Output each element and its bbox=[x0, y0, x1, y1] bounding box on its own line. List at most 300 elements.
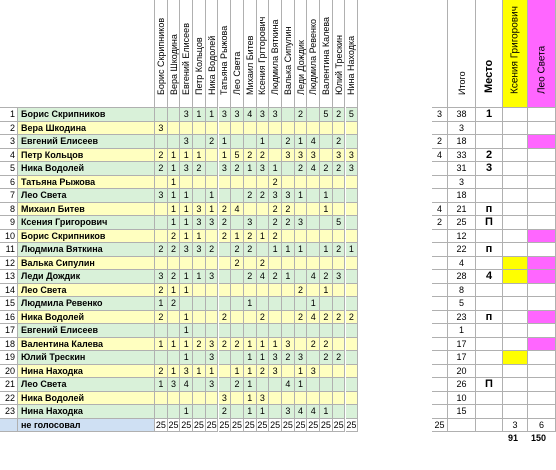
vote-cell[interactable] bbox=[193, 176, 206, 190]
extra-cell[interactable] bbox=[432, 230, 448, 244]
extra-cell[interactable] bbox=[432, 189, 448, 203]
place-cell[interactable] bbox=[476, 230, 503, 244]
vote-cell[interactable]: 3 bbox=[307, 149, 320, 163]
vote-cell[interactable]: 1 bbox=[168, 203, 181, 217]
vote-cell[interactable] bbox=[206, 311, 219, 325]
vote-cell[interactable] bbox=[320, 149, 333, 163]
vote-cell[interactable] bbox=[257, 378, 270, 392]
vote-cell[interactable]: 1 bbox=[219, 149, 232, 163]
vote-cell[interactable]: 3 bbox=[257, 392, 270, 406]
vote-cell[interactable]: 2 bbox=[244, 230, 257, 244]
vote-cell[interactable]: 1 bbox=[193, 149, 206, 163]
place-cell[interactable]: 3 bbox=[476, 162, 503, 176]
vote-cell[interactable] bbox=[333, 392, 346, 406]
vote-cell[interactable] bbox=[333, 176, 346, 190]
vote-cell[interactable]: 2 bbox=[307, 338, 320, 352]
vote-cell[interactable]: 3 bbox=[206, 378, 219, 392]
place-cell[interactable]: 2 bbox=[476, 149, 503, 163]
vote-cell[interactable] bbox=[282, 108, 295, 122]
pick2-cell[interactable] bbox=[528, 338, 556, 352]
vote-cell[interactable]: 2 bbox=[219, 216, 232, 230]
vote-cell[interactable] bbox=[333, 230, 346, 244]
vote-cell[interactable]: 2 bbox=[333, 351, 346, 365]
vote-cell[interactable] bbox=[219, 284, 232, 298]
place-cell[interactable] bbox=[476, 297, 503, 311]
vote-cell[interactable]: 1 bbox=[295, 189, 308, 203]
vote-cell[interactable]: 1 bbox=[206, 108, 219, 122]
vote-cell[interactable] bbox=[155, 135, 168, 149]
column-header[interactable] bbox=[320, 0, 333, 108]
vote-cell[interactable] bbox=[346, 378, 359, 392]
total-cell[interactable]: 28 bbox=[448, 270, 476, 284]
vote-cell[interactable]: 3 bbox=[269, 108, 282, 122]
vote-cell[interactable]: 2 bbox=[219, 311, 232, 325]
vote-cell[interactable]: 1 bbox=[231, 230, 244, 244]
vote-cell[interactable] bbox=[193, 392, 206, 406]
vote-cell[interactable]: 2 bbox=[155, 243, 168, 257]
vote-cell[interactable]: 2 bbox=[219, 203, 232, 217]
vote-cell[interactable] bbox=[219, 351, 232, 365]
vote-cell[interactable]: 1 bbox=[244, 378, 257, 392]
vote-cell[interactable]: 2 bbox=[269, 203, 282, 217]
vote-cell[interactable] bbox=[333, 257, 346, 271]
vote-cell[interactable] bbox=[269, 297, 282, 311]
vote-cell[interactable] bbox=[320, 324, 333, 338]
vote-cell[interactable] bbox=[155, 324, 168, 338]
place-cell[interactable] bbox=[476, 135, 503, 149]
vote-cell[interactable] bbox=[307, 243, 320, 257]
vote-cell[interactable] bbox=[320, 176, 333, 190]
vote-cell[interactable]: 2 bbox=[231, 378, 244, 392]
vote-cell[interactable]: 1 bbox=[155, 378, 168, 392]
vote-cell[interactable] bbox=[168, 257, 181, 271]
vote-cell[interactable] bbox=[346, 216, 359, 230]
vote-cell[interactable]: 2 bbox=[155, 365, 168, 379]
vote-cell[interactable]: 3 bbox=[282, 338, 295, 352]
vote-cell[interactable] bbox=[320, 216, 333, 230]
pick2-cell[interactable] bbox=[528, 243, 556, 257]
vote-cell[interactable] bbox=[295, 392, 308, 406]
vote-cell[interactable] bbox=[180, 257, 193, 271]
vote-cell[interactable] bbox=[269, 135, 282, 149]
vote-cell[interactable]: 2 bbox=[295, 311, 308, 325]
vote-cell[interactable]: 5 bbox=[231, 149, 244, 163]
vote-cell[interactable]: 1 bbox=[180, 189, 193, 203]
vote-cell[interactable]: 1 bbox=[282, 270, 295, 284]
vote-cell[interactable] bbox=[168, 122, 181, 136]
vote-cell[interactable]: 1 bbox=[180, 405, 193, 419]
vote-cell[interactable] bbox=[257, 203, 270, 217]
place-cell[interactable]: п bbox=[476, 203, 503, 217]
extra-cell[interactable] bbox=[432, 162, 448, 176]
vote-cell[interactable] bbox=[244, 203, 257, 217]
vote-cell[interactable]: 1 bbox=[193, 230, 206, 244]
vote-cell[interactable] bbox=[320, 392, 333, 406]
pick1-cell[interactable] bbox=[503, 243, 528, 257]
vote-cell[interactable] bbox=[320, 122, 333, 136]
vote-cell[interactable] bbox=[320, 230, 333, 244]
vote-cell[interactable]: 3 bbox=[295, 216, 308, 230]
vote-cell[interactable]: 3 bbox=[295, 149, 308, 163]
vote-cell[interactable] bbox=[219, 324, 232, 338]
vote-cell[interactable]: 2 bbox=[206, 135, 219, 149]
vote-cell[interactable]: 3 bbox=[206, 351, 219, 365]
vote-cell[interactable]: 1 bbox=[307, 297, 320, 311]
vote-cell[interactable]: 1 bbox=[295, 243, 308, 257]
column-header[interactable] bbox=[231, 0, 244, 108]
column-header[interactable] bbox=[206, 0, 219, 108]
vote-cell[interactable] bbox=[295, 176, 308, 190]
vote-cell[interactable]: 2 bbox=[168, 243, 181, 257]
vote-cell[interactable]: 1 bbox=[206, 189, 219, 203]
vote-cell[interactable]: 1 bbox=[244, 365, 257, 379]
pick2-cell[interactable] bbox=[528, 176, 556, 190]
vote-cell[interactable] bbox=[346, 284, 359, 298]
vote-cell[interactable]: 4 bbox=[307, 311, 320, 325]
vote-cell[interactable] bbox=[346, 338, 359, 352]
pick2-cell[interactable] bbox=[528, 284, 556, 298]
vote-cell[interactable] bbox=[180, 176, 193, 190]
pick2-cell[interactable] bbox=[528, 257, 556, 271]
vote-cell[interactable] bbox=[155, 405, 168, 419]
total-cell[interactable]: 25 bbox=[448, 216, 476, 230]
vote-cell[interactable]: 2 bbox=[155, 284, 168, 298]
vote-cell[interactable] bbox=[346, 297, 359, 311]
vote-cell[interactable]: 1 bbox=[320, 189, 333, 203]
vote-cell[interactable] bbox=[282, 162, 295, 176]
vote-cell[interactable]: 2 bbox=[257, 311, 270, 325]
column-header[interactable] bbox=[244, 0, 257, 108]
total-cell[interactable]: 38 bbox=[448, 108, 476, 122]
vote-cell[interactable]: 4 bbox=[307, 135, 320, 149]
total-cell[interactable]: 20 bbox=[448, 365, 476, 379]
vote-cell[interactable]: 1 bbox=[244, 338, 257, 352]
vote-cell[interactable] bbox=[206, 230, 219, 244]
vote-cell[interactable] bbox=[155, 351, 168, 365]
vote-cell[interactable]: 4 bbox=[180, 378, 193, 392]
pick2-cell[interactable] bbox=[528, 297, 556, 311]
vote-cell[interactable]: 2 bbox=[219, 405, 232, 419]
vote-cell[interactable] bbox=[231, 284, 244, 298]
vote-cell[interactable]: 3 bbox=[193, 243, 206, 257]
pick2-cell[interactable] bbox=[528, 324, 556, 338]
vote-cell[interactable] bbox=[155, 203, 168, 217]
vote-cell[interactable] bbox=[269, 392, 282, 406]
vote-cell[interactable] bbox=[231, 392, 244, 406]
vote-cell[interactable] bbox=[346, 135, 359, 149]
pick2-cell[interactable] bbox=[528, 108, 556, 122]
pick1-cell[interactable] bbox=[503, 122, 528, 136]
vote-cell[interactable] bbox=[307, 108, 320, 122]
place-cell[interactable]: 4 bbox=[476, 270, 503, 284]
column-header[interactable] bbox=[168, 0, 181, 108]
extra-cell[interactable] bbox=[432, 270, 448, 284]
vote-cell[interactable] bbox=[307, 378, 320, 392]
vote-cell[interactable]: 1 bbox=[193, 365, 206, 379]
vote-cell[interactable]: 3 bbox=[346, 162, 359, 176]
vote-cell[interactable] bbox=[193, 311, 206, 325]
place-cell[interactable] bbox=[476, 122, 503, 136]
vote-cell[interactable] bbox=[282, 392, 295, 406]
pick2-cell[interactable] bbox=[528, 365, 556, 379]
pick1-cell[interactable] bbox=[503, 270, 528, 284]
vote-cell[interactable]: 4 bbox=[295, 405, 308, 419]
vote-cell[interactable]: 2 bbox=[333, 162, 346, 176]
vote-cell[interactable] bbox=[231, 135, 244, 149]
vote-cell[interactable]: 2 bbox=[333, 135, 346, 149]
vote-cell[interactable]: 2 bbox=[333, 108, 346, 122]
pick1-cell[interactable] bbox=[503, 189, 528, 203]
vote-cell[interactable]: 2 bbox=[193, 338, 206, 352]
vote-cell[interactable]: 2 bbox=[193, 162, 206, 176]
vote-cell[interactable]: 4 bbox=[244, 108, 257, 122]
column-header[interactable] bbox=[193, 0, 206, 108]
vote-cell[interactable]: 3 bbox=[180, 162, 193, 176]
vote-cell[interactable] bbox=[282, 324, 295, 338]
vote-cell[interactable] bbox=[282, 311, 295, 325]
total-cell[interactable]: 4 bbox=[448, 257, 476, 271]
vote-cell[interactable] bbox=[269, 324, 282, 338]
total-cell[interactable]: 26 bbox=[448, 378, 476, 392]
column-header[interactable] bbox=[295, 0, 308, 108]
place-cell[interactable] bbox=[476, 189, 503, 203]
pick2-cell[interactable] bbox=[528, 135, 556, 149]
extra-cell[interactable] bbox=[432, 297, 448, 311]
vote-cell[interactable]: 2 bbox=[168, 230, 181, 244]
vote-cell[interactable] bbox=[282, 297, 295, 311]
total-cell[interactable]: 3 bbox=[448, 122, 476, 136]
total-cell[interactable]: 21 bbox=[448, 203, 476, 217]
vote-cell[interactable] bbox=[346, 324, 359, 338]
vote-cell[interactable] bbox=[168, 324, 181, 338]
vote-cell[interactable] bbox=[193, 135, 206, 149]
vote-cell[interactable] bbox=[231, 216, 244, 230]
vote-cell[interactable]: 4 bbox=[282, 378, 295, 392]
vote-cell[interactable] bbox=[206, 162, 219, 176]
pick1-cell[interactable] bbox=[503, 230, 528, 244]
vote-cell[interactable]: 3 bbox=[180, 243, 193, 257]
vote-cell[interactable]: 5 bbox=[346, 108, 359, 122]
vote-cell[interactable]: 2 bbox=[257, 365, 270, 379]
pick2-cell[interactable] bbox=[528, 122, 556, 136]
column-header[interactable] bbox=[282, 0, 295, 108]
vote-cell[interactable]: 1 bbox=[168, 149, 181, 163]
vote-cell[interactable]: 3 bbox=[269, 351, 282, 365]
vote-cell[interactable] bbox=[155, 216, 168, 230]
place-cell[interactable] bbox=[476, 176, 503, 190]
pick2-cell[interactable] bbox=[528, 216, 556, 230]
vote-cell[interactable] bbox=[168, 108, 181, 122]
vote-cell[interactable]: 2 bbox=[257, 257, 270, 271]
extra-cell[interactable] bbox=[432, 378, 448, 392]
pick1-cell[interactable] bbox=[503, 338, 528, 352]
vote-cell[interactable] bbox=[295, 338, 308, 352]
vote-cell[interactable]: 2 bbox=[206, 243, 219, 257]
vote-cell[interactable]: 1 bbox=[168, 162, 181, 176]
vote-cell[interactable] bbox=[206, 405, 219, 419]
total-cell[interactable]: 22 bbox=[448, 243, 476, 257]
vote-cell[interactable] bbox=[333, 378, 346, 392]
vote-cell[interactable]: 3 bbox=[282, 189, 295, 203]
vote-cell[interactable]: 1 bbox=[295, 378, 308, 392]
vote-cell[interactable] bbox=[333, 324, 346, 338]
pick2-cell[interactable] bbox=[528, 270, 556, 284]
vote-cell[interactable] bbox=[231, 324, 244, 338]
vote-cell[interactable] bbox=[333, 203, 346, 217]
pick1-cell[interactable] bbox=[503, 324, 528, 338]
total-cell[interactable]: 5 bbox=[448, 297, 476, 311]
vote-cell[interactable]: 1 bbox=[346, 243, 359, 257]
vote-cell[interactable]: 2 bbox=[155, 162, 168, 176]
vote-cell[interactable]: 2 bbox=[346, 311, 359, 325]
vote-cell[interactable] bbox=[219, 122, 232, 136]
vote-cell[interactable]: 1 bbox=[206, 203, 219, 217]
vote-cell[interactable]: 3 bbox=[180, 108, 193, 122]
vote-cell[interactable] bbox=[307, 230, 320, 244]
vote-cell[interactable] bbox=[269, 149, 282, 163]
vote-cell[interactable] bbox=[282, 122, 295, 136]
vote-cell[interactable]: 1 bbox=[168, 189, 181, 203]
vote-cell[interactable]: 2 bbox=[168, 270, 181, 284]
vote-cell[interactable] bbox=[193, 284, 206, 298]
vote-cell[interactable] bbox=[320, 257, 333, 271]
pick1-cell[interactable] bbox=[503, 365, 528, 379]
vote-cell[interactable] bbox=[244, 257, 257, 271]
vote-cell[interactable]: 1 bbox=[269, 243, 282, 257]
vote-cell[interactable]: 4 bbox=[307, 162, 320, 176]
extra-cell[interactable] bbox=[432, 365, 448, 379]
vote-cell[interactable]: 2 bbox=[295, 108, 308, 122]
vote-cell[interactable] bbox=[282, 365, 295, 379]
vote-cell[interactable]: 1 bbox=[168, 338, 181, 352]
vote-cell[interactable] bbox=[346, 351, 359, 365]
vote-cell[interactable] bbox=[282, 257, 295, 271]
pick1-cell[interactable] bbox=[503, 297, 528, 311]
vote-cell[interactable] bbox=[244, 311, 257, 325]
column-header[interactable] bbox=[269, 0, 282, 108]
place-cell[interactable]: П bbox=[476, 216, 503, 230]
column-header[interactable] bbox=[219, 0, 232, 108]
vote-cell[interactable] bbox=[180, 297, 193, 311]
vote-cell[interactable] bbox=[269, 405, 282, 419]
vote-cell[interactable]: 3 bbox=[333, 270, 346, 284]
vote-cell[interactable] bbox=[168, 405, 181, 419]
vote-cell[interactable]: 1 bbox=[180, 351, 193, 365]
vote-cell[interactable] bbox=[155, 108, 168, 122]
vote-cell[interactable] bbox=[257, 176, 270, 190]
vote-cell[interactable]: 2 bbox=[257, 189, 270, 203]
vote-cell[interactable]: 3 bbox=[282, 405, 295, 419]
vote-cell[interactable] bbox=[320, 297, 333, 311]
pick1-cell[interactable] bbox=[503, 351, 528, 365]
vote-cell[interactable]: 1 bbox=[180, 230, 193, 244]
vote-cell[interactable] bbox=[307, 216, 320, 230]
vote-cell[interactable]: 2 bbox=[320, 351, 333, 365]
place-cell[interactable] bbox=[476, 405, 503, 419]
vote-cell[interactable] bbox=[193, 297, 206, 311]
pick2-cell[interactable] bbox=[528, 311, 556, 325]
vote-cell[interactable] bbox=[295, 257, 308, 271]
vote-cell[interactable]: 2 bbox=[244, 189, 257, 203]
vote-cell[interactable]: 4 bbox=[307, 405, 320, 419]
vote-cell[interactable]: 1 bbox=[257, 338, 270, 352]
vote-cell[interactable] bbox=[231, 351, 244, 365]
vote-cell[interactable]: 2 bbox=[231, 243, 244, 257]
vote-cell[interactable] bbox=[219, 176, 232, 190]
vote-cell[interactable]: 1 bbox=[320, 405, 333, 419]
extra-cell[interactable] bbox=[432, 257, 448, 271]
vote-cell[interactable] bbox=[155, 392, 168, 406]
vote-cell[interactable] bbox=[180, 122, 193, 136]
vote-cell[interactable] bbox=[333, 189, 346, 203]
vote-cell[interactable] bbox=[320, 365, 333, 379]
vote-cell[interactable]: 1 bbox=[168, 176, 181, 190]
vote-cell[interactable]: 2 bbox=[269, 270, 282, 284]
pick1-cell[interactable] bbox=[503, 378, 528, 392]
vote-cell[interactable]: 1 bbox=[168, 216, 181, 230]
vote-cell[interactable] bbox=[307, 284, 320, 298]
vote-cell[interactable]: 3 bbox=[219, 162, 232, 176]
vote-cell[interactable]: 3 bbox=[219, 392, 232, 406]
vote-cell[interactable] bbox=[333, 405, 346, 419]
vote-cell[interactable] bbox=[346, 230, 359, 244]
vote-cell[interactable] bbox=[282, 230, 295, 244]
vote-cell[interactable] bbox=[219, 243, 232, 257]
vote-cell[interactable] bbox=[307, 203, 320, 217]
vote-cell[interactable]: 2 bbox=[320, 162, 333, 176]
vote-cell[interactable] bbox=[307, 189, 320, 203]
vote-cell[interactable]: 1 bbox=[180, 216, 193, 230]
vote-cell[interactable]: 1 bbox=[295, 135, 308, 149]
vote-cell[interactable] bbox=[257, 243, 270, 257]
pick2-cell[interactable] bbox=[528, 162, 556, 176]
vote-cell[interactable] bbox=[346, 203, 359, 217]
extra-cell[interactable] bbox=[432, 284, 448, 298]
column-header[interactable] bbox=[155, 0, 168, 108]
vote-cell[interactable] bbox=[244, 324, 257, 338]
pick1-cell[interactable] bbox=[503, 108, 528, 122]
column-header[interactable] bbox=[257, 0, 270, 108]
vote-cell[interactable] bbox=[257, 284, 270, 298]
total-cell[interactable]: 15 bbox=[448, 405, 476, 419]
extra-cell[interactable] bbox=[432, 122, 448, 136]
vote-cell[interactable]: 1 bbox=[257, 351, 270, 365]
vote-cell[interactable]: 3 bbox=[155, 122, 168, 136]
vote-cell[interactable]: 1 bbox=[180, 284, 193, 298]
vote-cell[interactable] bbox=[206, 257, 219, 271]
vote-cell[interactable] bbox=[257, 297, 270, 311]
vote-cell[interactable]: 2 bbox=[282, 216, 295, 230]
vote-cell[interactable]: 3 bbox=[333, 149, 346, 163]
pick1-cell[interactable] bbox=[503, 405, 528, 419]
vote-cell[interactable] bbox=[346, 176, 359, 190]
mesto-header[interactable] bbox=[476, 0, 503, 108]
pick2-cell[interactable] bbox=[528, 351, 556, 365]
vote-cell[interactable] bbox=[346, 122, 359, 136]
vote-cell[interactable]: 1 bbox=[219, 135, 232, 149]
extra-cell[interactable] bbox=[432, 405, 448, 419]
vote-cell[interactable] bbox=[231, 270, 244, 284]
vote-cell[interactable]: 3 bbox=[346, 149, 359, 163]
vote-cell[interactable] bbox=[155, 230, 168, 244]
vote-cell[interactable]: 1 bbox=[295, 365, 308, 379]
vote-cell[interactable] bbox=[307, 324, 320, 338]
vote-cell[interactable] bbox=[346, 189, 359, 203]
vote-cell[interactable] bbox=[269, 284, 282, 298]
vote-cell[interactable]: 1 bbox=[180, 311, 193, 325]
vote-cell[interactable]: 2 bbox=[320, 311, 333, 325]
vote-cell[interactable]: 2 bbox=[231, 257, 244, 271]
